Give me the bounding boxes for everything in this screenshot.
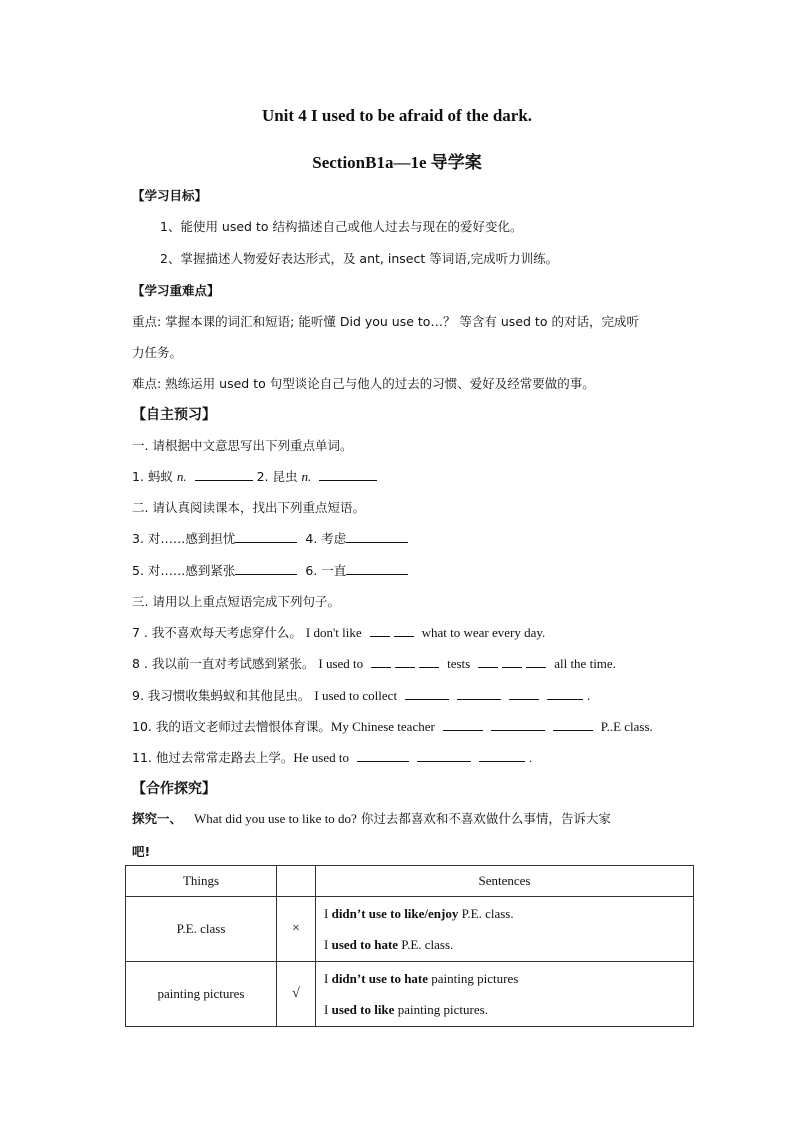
- s11-blank[interactable]: [417, 749, 471, 762]
- objective-item: 1、能使用 used to 结构描述自己或他人过去与现在的爱好变化。: [160, 219, 523, 234]
- s10-blank[interactable]: [553, 718, 593, 731]
- s9-blank[interactable]: [547, 687, 583, 700]
- thing-cell: painting pictures: [126, 962, 277, 1027]
- s9-blank[interactable]: [405, 687, 449, 700]
- s8-chinese: 8 . 我以前一直对考试感到紧张。: [132, 656, 315, 671]
- sentences-cell: [316, 962, 694, 1027]
- s7-end: what to wear every day.: [421, 625, 546, 640]
- s8-middle: tests: [447, 656, 471, 671]
- s11-period: .: [528, 750, 533, 765]
- s10-chinese: 10. 我的语文老师过去憎恨体育课。: [132, 719, 331, 734]
- s8-start: I used to: [318, 656, 364, 671]
- focus-text-cont: 力任务。: [132, 345, 183, 360]
- s7-start: I don't like: [305, 625, 362, 640]
- sentence-9: [132, 686, 590, 704]
- explore-instruction: 你过去都喜欢和不喜欢做什么事情，告诉大家: [360, 811, 611, 826]
- explore-label: 探究一、: [132, 811, 183, 826]
- s11-start: He used to: [293, 750, 349, 765]
- q3-label: 3. 对……感到担忧: [132, 531, 236, 546]
- phrase-exercise-row: [132, 561, 412, 579]
- s7-blank[interactable]: [370, 624, 390, 637]
- s11-blank[interactable]: [479, 749, 525, 762]
- s9-blank[interactable]: [509, 687, 539, 700]
- q5-blank[interactable]: [235, 562, 297, 575]
- part2-instruction: 二. 请认真阅读课本，找出下列重点短语。: [132, 500, 365, 515]
- s9-start: I used to collect: [314, 688, 398, 703]
- header-sentences: Sentences: [316, 866, 694, 897]
- s8-period: .: [612, 656, 616, 671]
- s9-blank[interactable]: [457, 687, 501, 700]
- table-header-row: [126, 866, 694, 897]
- page-title: Unit 4 I used to be afraid of the dark.: [261, 106, 533, 125]
- key-points-heading: 【学习重难点】: [132, 283, 220, 298]
- focus-text: 重点: 掌握本课的词汇和短语; 能听懂 Did you use to…？ 等含有 used to 的对话，完成听: [132, 314, 639, 329]
- phrase-exercise-row: [132, 529, 412, 547]
- objective-item: 2、掌握描述人物爱好表达形式，及 ant, insect 等词语,完成听力训练。: [160, 251, 559, 266]
- q4-label: 4. 考虑: [305, 531, 347, 546]
- sentence-line: I didn’t use to like/enjoy P.E. class.: [324, 906, 514, 921]
- explore-question: What did you use to like to do?: [194, 811, 357, 826]
- table-row: [126, 962, 694, 1027]
- q5-label: 5. 对……感到紧张: [132, 563, 236, 578]
- s10-blank[interactable]: [443, 718, 483, 731]
- s10-blank[interactable]: [491, 718, 545, 731]
- s8-blank[interactable]: [395, 655, 415, 668]
- sentence-10: [132, 717, 653, 735]
- q2-pos: n.: [301, 469, 312, 484]
- objectives-heading: 【学习目标】: [132, 188, 208, 203]
- s7-chinese: 7 . 我不喜欢每天考虑穿什么。: [132, 625, 302, 640]
- s8-end: all the time: [554, 656, 613, 671]
- check-mark-icon: √: [277, 962, 316, 1027]
- q1-label: 1. 蚂蚁: [132, 469, 173, 484]
- q6-label: 6. 一直: [305, 563, 347, 578]
- part1-instruction: 一. 请根据中文意思写出下列重点单词。: [132, 438, 353, 453]
- sentences-cell: [316, 897, 694, 962]
- sentence-line: I didn’t use to hate painting pictures: [324, 971, 519, 986]
- word-exercise-row: [132, 467, 381, 485]
- s10-start: My Chinese teacher: [330, 719, 435, 734]
- header-things: Things: [126, 866, 277, 897]
- explore-intro: [132, 809, 611, 827]
- q2-blank[interactable]: [319, 468, 377, 481]
- s8-blank[interactable]: [526, 655, 546, 668]
- q4-blank[interactable]: [346, 530, 408, 543]
- difficulty-text: 难点: 熟练运用 used to 句型谈论自己与他人的过去的习惯、爱好及经常要做的事。: [132, 376, 595, 391]
- header-mark: [277, 866, 316, 897]
- q6-blank[interactable]: [346, 562, 408, 575]
- sentence-line: I used to hate P.E. class.: [324, 937, 454, 952]
- q2-label: 2. 昆虫: [256, 469, 298, 484]
- preview-heading: 【自主预习】: [132, 407, 216, 423]
- s7-blank[interactable]: [394, 624, 414, 637]
- sentence-line: I used to like painting pictures.: [324, 1002, 488, 1017]
- s8-blank[interactable]: [419, 655, 439, 668]
- explore-instruction-cont: 吧!: [132, 844, 151, 859]
- sentences-table: [125, 865, 694, 1027]
- q3-blank[interactable]: [235, 530, 297, 543]
- q1-pos: n.: [176, 469, 187, 484]
- s8-blank[interactable]: [371, 655, 391, 668]
- table-row: [126, 897, 694, 962]
- page-subtitle: SectionB1a—1e 导学案: [312, 153, 482, 172]
- sentence-11: [132, 748, 532, 766]
- s8-blank[interactable]: [502, 655, 522, 668]
- sentence-8: [132, 654, 616, 672]
- explore-heading: 【合作探究】: [132, 781, 216, 797]
- cross-mark-icon: ×: [277, 897, 316, 962]
- part3-instruction: 三. 请用以上重点短语完成下列句子。: [132, 594, 340, 609]
- sentence-7: [132, 623, 545, 641]
- s11-chinese: 11. 他过去常常走路去上学。: [132, 750, 294, 765]
- s10-end: P..E class.: [600, 719, 653, 734]
- s9-period: .: [587, 688, 591, 703]
- thing-cell: P.E. class: [126, 897, 277, 962]
- s8-blank[interactable]: [478, 655, 498, 668]
- q1-blank[interactable]: [195, 468, 253, 481]
- s9-chinese: 9. 我习惯收集蚂蚁和其他昆虫。: [132, 688, 311, 703]
- s11-blank[interactable]: [357, 749, 409, 762]
